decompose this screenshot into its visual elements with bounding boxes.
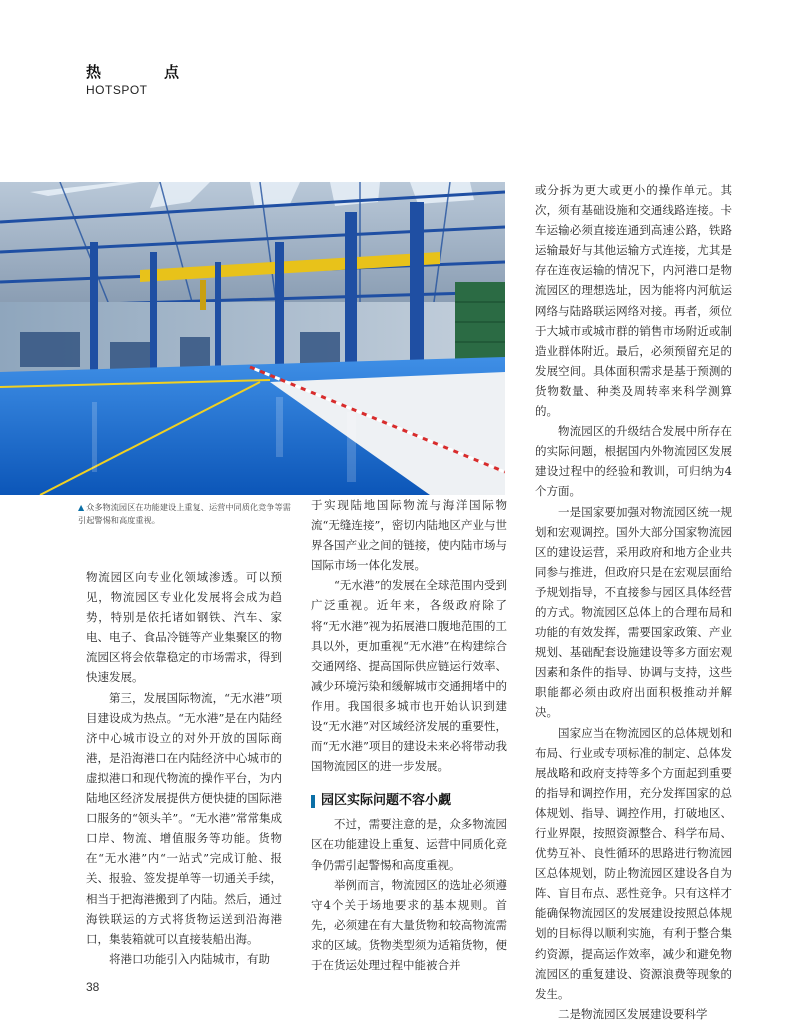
paragraph: 将港口功能引入内陆城市，有助: [109, 951, 270, 966]
paragraph: 二是物流园区发展建设要科学: [558, 1006, 708, 1021]
paragraph: 或分拆为更大或更小的操作单元。其次，须有基础设施和交通线路连接。卡车运输必须直接连通到高速公路，铁路运输最好与其他运输方式连接，尤其是存在连夜运输的情况下，内河港口是物流园区的理想选址，因为能将内河航运网络与陆路联运网络对接。再者，须位于大城市或城市群的销售市场附近或制造业群体附近。最后，必须预留充足的发展空间。具体面积需求是基于预测的货物数量、种类及周转率来科学测算的。: [535, 183, 732, 419]
paragraph: “无水港”的发展在全球范围内受到广泛重视。近年来，各级政府除了将“无水港”视为拓展港口腹地范围的工具以外，更加重视“无水港”在构建综合交通网络、提高国际供应链运行效率、减少环境污染和缓解城市交通拥堵中的作用。我国很多城市也开始认识到建设“无水港”对区域经济发展的重要性，而“无水港”项目的建设未来必将带动我国物流园区的进一步发展。: [311, 578, 507, 774]
page-number: 38: [86, 980, 100, 994]
section-title-cn: 热 点: [86, 63, 204, 81]
middle-column: [311, 495, 507, 975]
paragraph: 举例而言，物流园区的选址必须遵守4个关于场地要求的基本规则。首先，必须建在有大量货物和较高物流需求的区域。货物类型须为适箱货物，便于在货运处理过程中能被合并: [311, 877, 507, 972]
paragraph: 物流园区向专业化领域渗透。可以预见，物流园区专业化发展将会成为趋势，特别是依托诸如钢铁、汽车、家电、电子、食品冷链等产业集聚区的物流园区将会依靠稳定的市场需求，得到快速发展。: [86, 570, 282, 685]
subsection-heading: [311, 790, 507, 812]
caption-triangle-icon: ▲: [78, 503, 85, 512]
paragraph: 物流园区的升级结合发展中所存在的实际问题，根据国内外物流园区发展建设过程中的经验和教训，可归纳为4个方面。: [535, 424, 732, 499]
left-column: [86, 567, 282, 969]
paragraph: 于实现陆地国际物流与海洋国际物流“无缝连接”，密切内陆地区产业与世界各国产业之间的链接，使内陆市场与国际市场一体化发展。: [311, 498, 507, 573]
paragraph: 国家应当在物流园区的总体规划和布局、行业或专项标准的制定、总体发展战略和政府支持等多个方面起到重要的指导和调控作用，充分发挥国家的总体规划、指导、调控作用，打破地区、行业界限，按照资源整合、科学布局、优势互补、良性循环的思路进行物流园区总体规划，防止物流园区建设各自为阵、盲目布点、恶性竞争。只有这样才能确保物流园区的发展建设按照总体规划的目标得以顺利实施，有利于整合集约资源，提高运作效率，减少和避免物流园区的重复建设、资源浪费等现象的发生。: [535, 725, 732, 1001]
section-title-en: HOTSPOT: [86, 83, 148, 97]
paragraph: 第三，发展国际物流，“无水港”项目建设成为热点。“无水港”是在内陆经济中心城市设立的对外开放的国际商港，是沿海港口在内陆经济中心城市的虚拟港口和现代物流的操作平台，为内陆地区经济发展提供方便快捷的国际港口服务的“领头羊”。“无水港”常常集成口岸、物流、增值服务等功能。货物在“无水港”内“一站式”完成订舱、报关、报验、签发提单等一切通关手续，相当于把海港搬到了内陆。然后，通过海铁联运的方式将货物运送到沿海港口，集装箱就可以直接装船出海。: [86, 690, 283, 946]
section-header: [86, 62, 203, 98]
warehouse-photo: [0, 182, 505, 495]
caption-text: 众多物流园区在功能建设上重复、运营中同质化竞争等需引起警惕和高度重视。: [78, 502, 291, 525]
paragraph: 一是国家要加强对物流园区统一规划和宏观调控。国外大部分国家物流园区的建设运营，采用政府和地方企业共同参与推进，但政府只是在宏观层面给予规划指导，不直接参与园区具体经营的方式。物流园区总体上的合理布局和功能的有效发挥，需要国家政策、产业规划、基础配套设施建设等多方面宏观因素和条件的指导、协调与支持，这些职能都必须由政府出面积极推动并解决。: [535, 504, 732, 720]
subsection-heading-text: 园区实际问题不容小觑: [321, 793, 452, 809]
paragraph: 不过，需要注意的是，众多物流园区在功能建设上重复、运营中同质化竞争仍需引起警惕和高度重视。: [311, 817, 507, 872]
heading-bar-icon: [311, 795, 315, 808]
right-column: [535, 180, 732, 1021]
photo-caption: [78, 501, 298, 526]
